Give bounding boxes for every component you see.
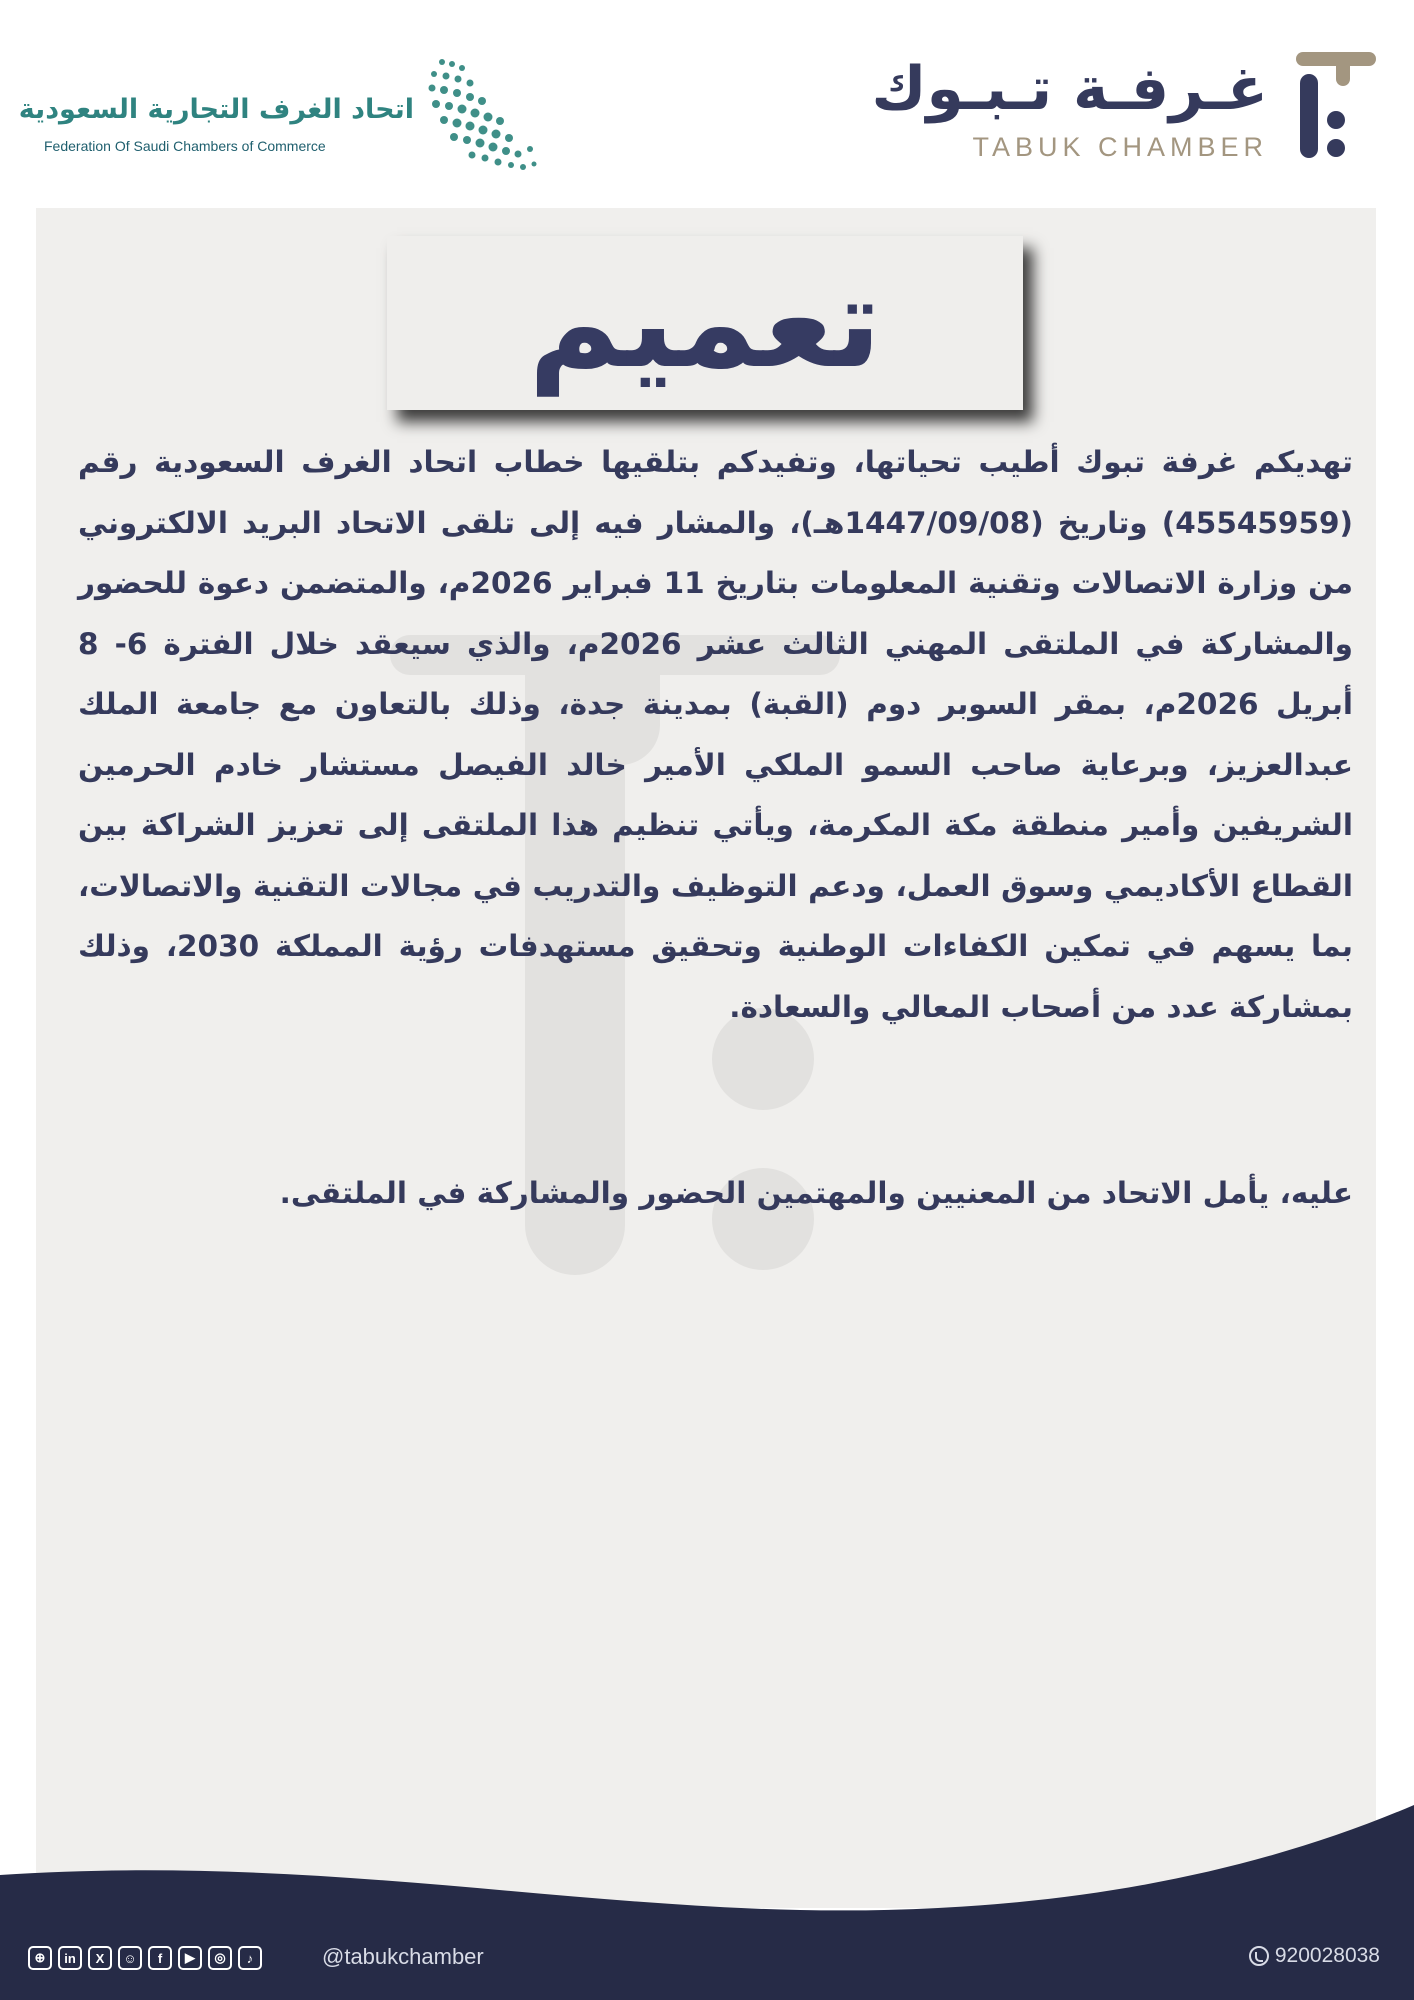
- federation-logo[interactable]: [18, 54, 544, 174]
- announcement-closing: عليه، يأمل الاتحاد من المعنيين والمهتمين الحضور والمشاركة في الملتقى.: [279, 1176, 1353, 1210]
- tabuk-mark-icon: [1296, 52, 1376, 160]
- page-title: تعميم: [528, 249, 882, 396]
- linkedin-icon[interactable]: in: [58, 1946, 82, 1970]
- phone-number: 920028038: [1274, 1944, 1380, 1967]
- tabuk-chamber-logo[interactable]: [871, 52, 1376, 172]
- social-handle[interactable]: @tabukchamber: [322, 1944, 484, 1969]
- federation-globe-icon: [422, 54, 542, 172]
- tabuk-logo-english: TABUK CHAMBER: [972, 132, 1268, 162]
- phone-contact[interactable]: [1249, 1944, 1380, 1968]
- federation-name-english: Federation Of Saudi Chambers of Commerce: [44, 138, 326, 154]
- whatsapp-icon: [1249, 1946, 1269, 1966]
- youtube-icon[interactable]: ▶: [178, 1946, 202, 1970]
- federation-name-arabic: اتحاد الغرف التجارية السعودية: [18, 94, 414, 125]
- announcement-body: تهديكم غرفة تبوك أطيب تحياتها، وتفيدكم بتلقيها خطاب اتحاد الغرف السعودية رقم (45545959) وتاريخ (1447/09/08هـ)، والمشار فيه إلى تلقى الاتحاد البريد الالكتروني من وزارة الاتصالات وتقنية المعلومات بتاريخ 11 فبراير 2026م، والمتضمن دعوة للحضور والمشاركة في الملتقى المهني الثالث عشر 2026م، والذي سيعقد خلال الفترة 6- 8 أبريل 2026م، بمقر السوبر دوم (القبة) بمدينة جدة، وذلك بالتعاون مع جامعة الملك عبدالعزيز، وبرعاية صاحب السمو الملكي الأمير خالد الفيصل مستشار خادم الحرمين الشريفين وأمير منطقة مكة المكرمة، ويأتي تنظيم هذا الملتقى إلى تعزيز الشراكة بين القطاع الأكاديمي وسوق العمل، ودعم التوظيف والتدريب في مجالات التقنية والاتصالات، بما يسهم في تمكين الكفاءات الوطنية وتحقيق مستهدفات رؤية المملكة 2030، وذلك بمشاركة عدد من أصحاب المعالي والسعادة.: [78, 445, 1354, 1024]
- social-links: [28, 1946, 262, 1970]
- title-banner: [387, 236, 1023, 410]
- instagram-icon[interactable]: ◎: [208, 1946, 232, 1970]
- x-icon[interactable]: X: [88, 1946, 112, 1970]
- globe-icon[interactable]: ⊕: [28, 1946, 52, 1970]
- tiktok-icon[interactable]: ♪: [238, 1946, 262, 1970]
- snapchat-icon[interactable]: ☺: [118, 1946, 142, 1970]
- page-header: [0, 0, 1414, 205]
- tabuk-logo-arabic: غـرفـة تـبـوك: [871, 54, 1268, 124]
- facebook-icon[interactable]: f: [148, 1946, 172, 1970]
